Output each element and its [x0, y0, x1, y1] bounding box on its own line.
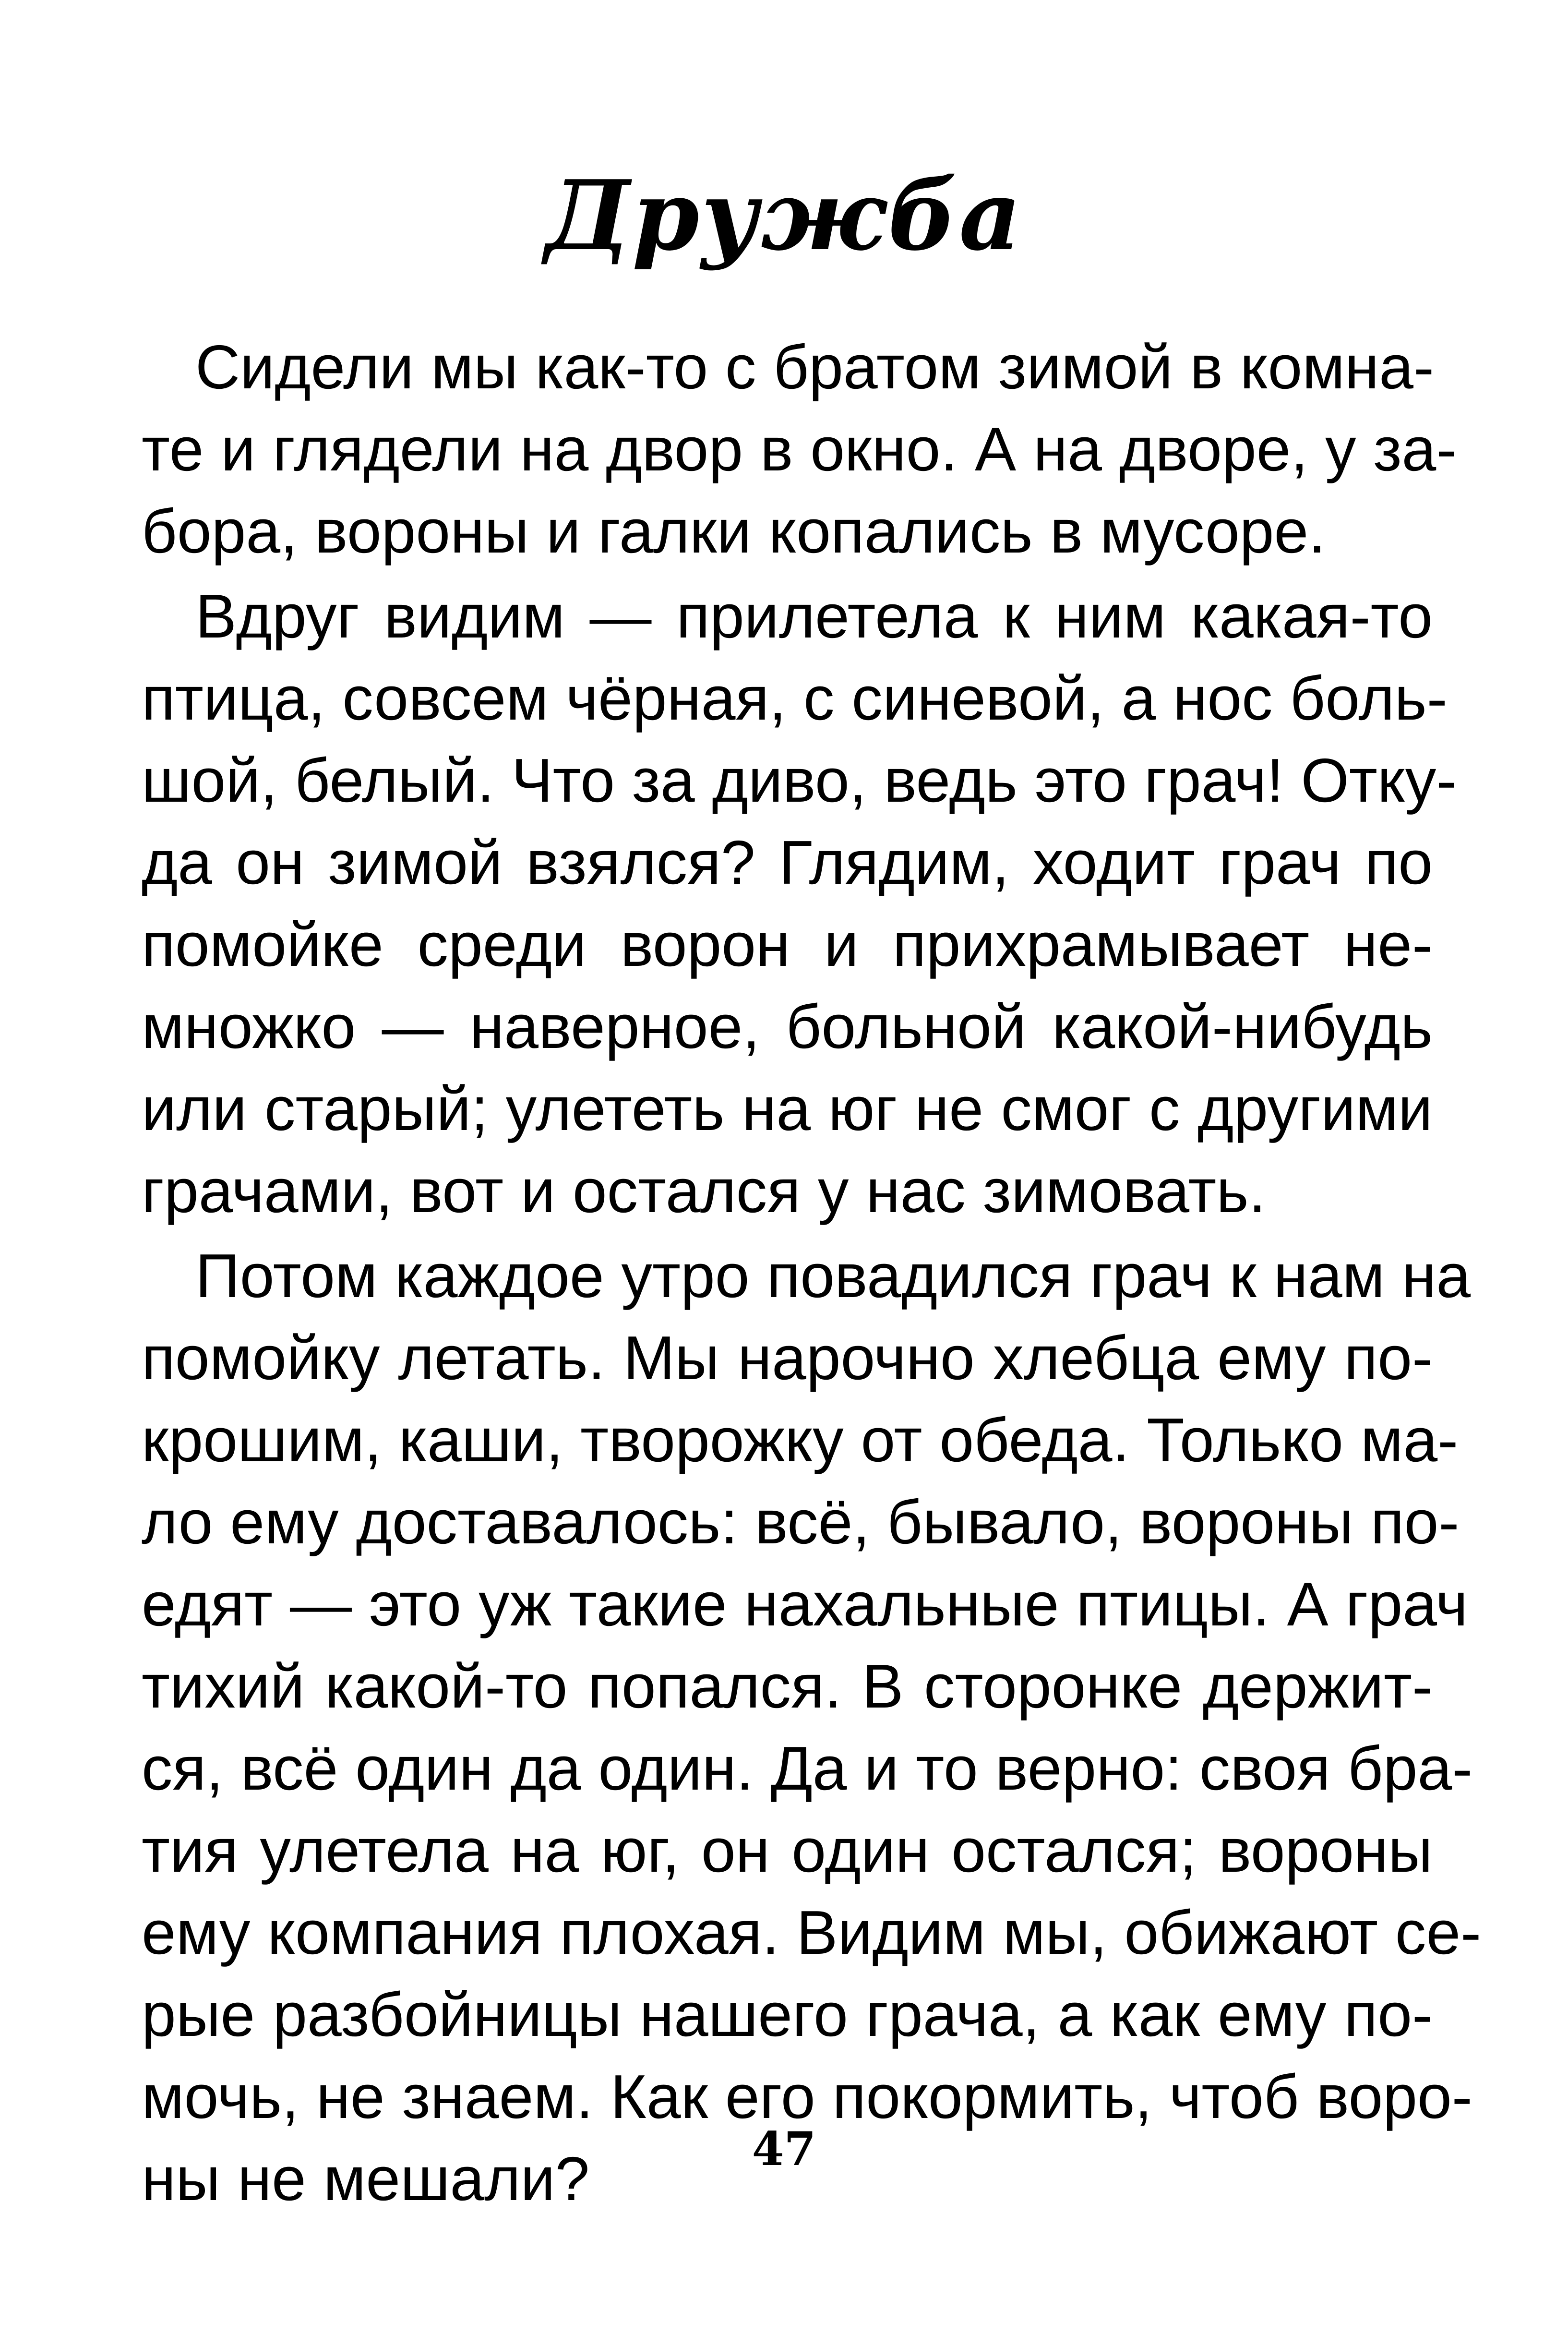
- text-line: рые разбойницы нашего грача, а как ему по-: [142, 1980, 1433, 2049]
- text-line: да он зимой взялся? Глядим, ходит грач по: [142, 828, 1433, 897]
- text-line: ся, всё один да один. Да и то верно: своя бра-: [142, 1734, 1473, 1803]
- text-line: тихий какой-то попался. В сторонке держит-: [142, 1652, 1433, 1721]
- text-line: те и глядели на двор в окно. А на дворе, у за-: [142, 415, 1457, 484]
- text-line: помойку летать. Мы нарочно хлебца ему по-: [142, 1323, 1433, 1393]
- text-line: мочь, не знаем. Как его покормить, чтоб воро-: [142, 2062, 1472, 2131]
- text-line: Вдруг видим — прилетела к ним какая-то: [195, 582, 1433, 651]
- text-line: едят — это уж такие нахальные птицы. А грач: [142, 1570, 1468, 1639]
- text-line: шой, белый. Что за диво, ведь это грач! Отку-: [142, 746, 1457, 815]
- text-line: помойке среди ворон и прихрамывает не-: [142, 910, 1433, 979]
- text-line: птица, совсем чёрная, с синевой, а нос боль-: [142, 664, 1448, 733]
- text-line: Сидели мы как-то с братом зимой в комна-: [195, 333, 1434, 402]
- text-line: тия улетела на юг, он один остался; вороны: [142, 1816, 1433, 1885]
- text-line: ны не мешали?: [142, 2144, 590, 2214]
- chapter-title: Дружба: [545, 159, 1023, 272]
- story-text: [142, 326, 1482, 2220]
- text-line: множко — наверное, больной какой-нибудь: [142, 992, 1433, 1061]
- text-line: крошим, каши, творожку от обеда. Только ма-: [142, 1406, 1459, 1475]
- text-line: грачами, вот и остался у нас зимовать.: [142, 1156, 1266, 1226]
- text-line: Потом каждое утро повадился грач к нам на: [195, 1241, 1471, 1311]
- text-line: бора, вороны и галки копались в мусоре.: [142, 497, 1326, 566]
- text-line: ему компания плохая. Видим мы, обижают се-: [142, 1898, 1482, 1967]
- text-line: или старый; улететь на юг не смог с другими: [142, 1074, 1433, 1143]
- text-line: ло ему доставалось: всё, бывало, вороны по-: [142, 1488, 1460, 1557]
- page-number: 47: [752, 2122, 816, 2176]
